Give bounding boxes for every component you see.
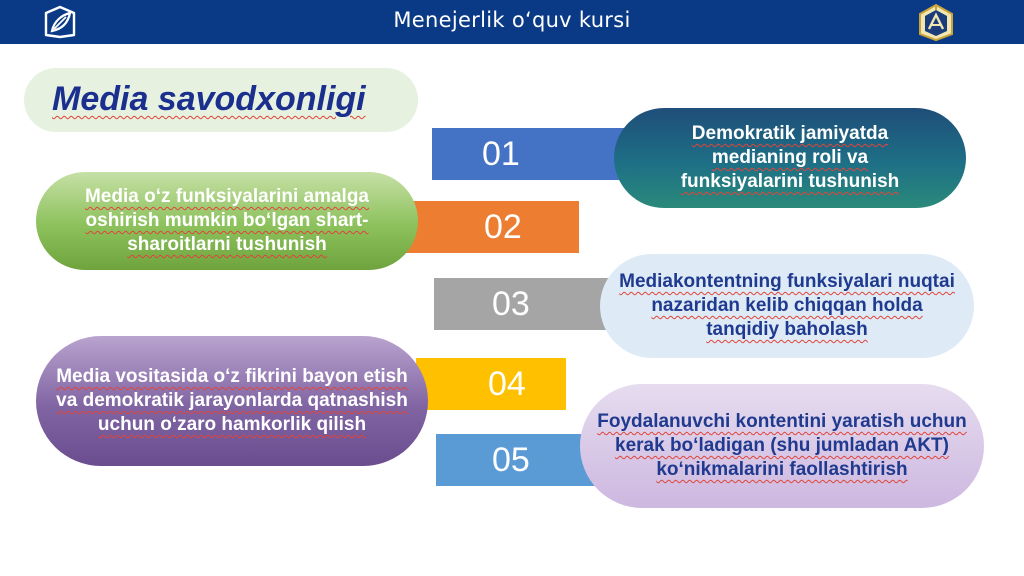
step-pill-05 xyxy=(580,384,984,508)
step-pill-04 xyxy=(36,336,428,466)
step-pill-01 xyxy=(614,108,966,208)
step-pill-02 xyxy=(36,172,418,270)
step-number-bar-01: 01 xyxy=(432,128,632,180)
academy-emblem-icon xyxy=(916,2,956,42)
step-number-bar-02: 02 xyxy=(404,201,579,253)
step-number-bar-05: 05 xyxy=(436,434,606,486)
step-text-03: Mediakontentning funksiyalari nuqtai nazaridan kelib chiqqan holda tanqidiy baholash xyxy=(619,271,955,340)
header-bar xyxy=(0,0,1024,44)
header-title: Menejerlik o‘quv kursi xyxy=(393,8,631,32)
step-text-02: Media o‘z funksiyalarini amalga oshirish mumkin bo‘lgan shart-sharoitlarni tushunish xyxy=(84,186,370,255)
step-pill-03 xyxy=(600,254,974,358)
diagram-title: Media savodxonligi xyxy=(52,80,366,118)
step-text-04: Media vositasida o‘z fikrini bayon etish va demokratik jarayonlarda qatnashish uchun o‘zaro hamkorlik qilish xyxy=(56,366,408,435)
step-number-bar-04: 04 xyxy=(416,358,566,410)
step-text-05: Foydalanuvchi kontentini yaratish uchun kerak bo‘ladigan (shu jumladan AKT) ko‘nikmalarini faollashtirish xyxy=(597,411,967,480)
step-number-bar-03: 03 xyxy=(434,278,624,330)
step-text-01: Demokratik jamiyatda medianing roli va funksiyalarini tushunish xyxy=(680,123,900,192)
